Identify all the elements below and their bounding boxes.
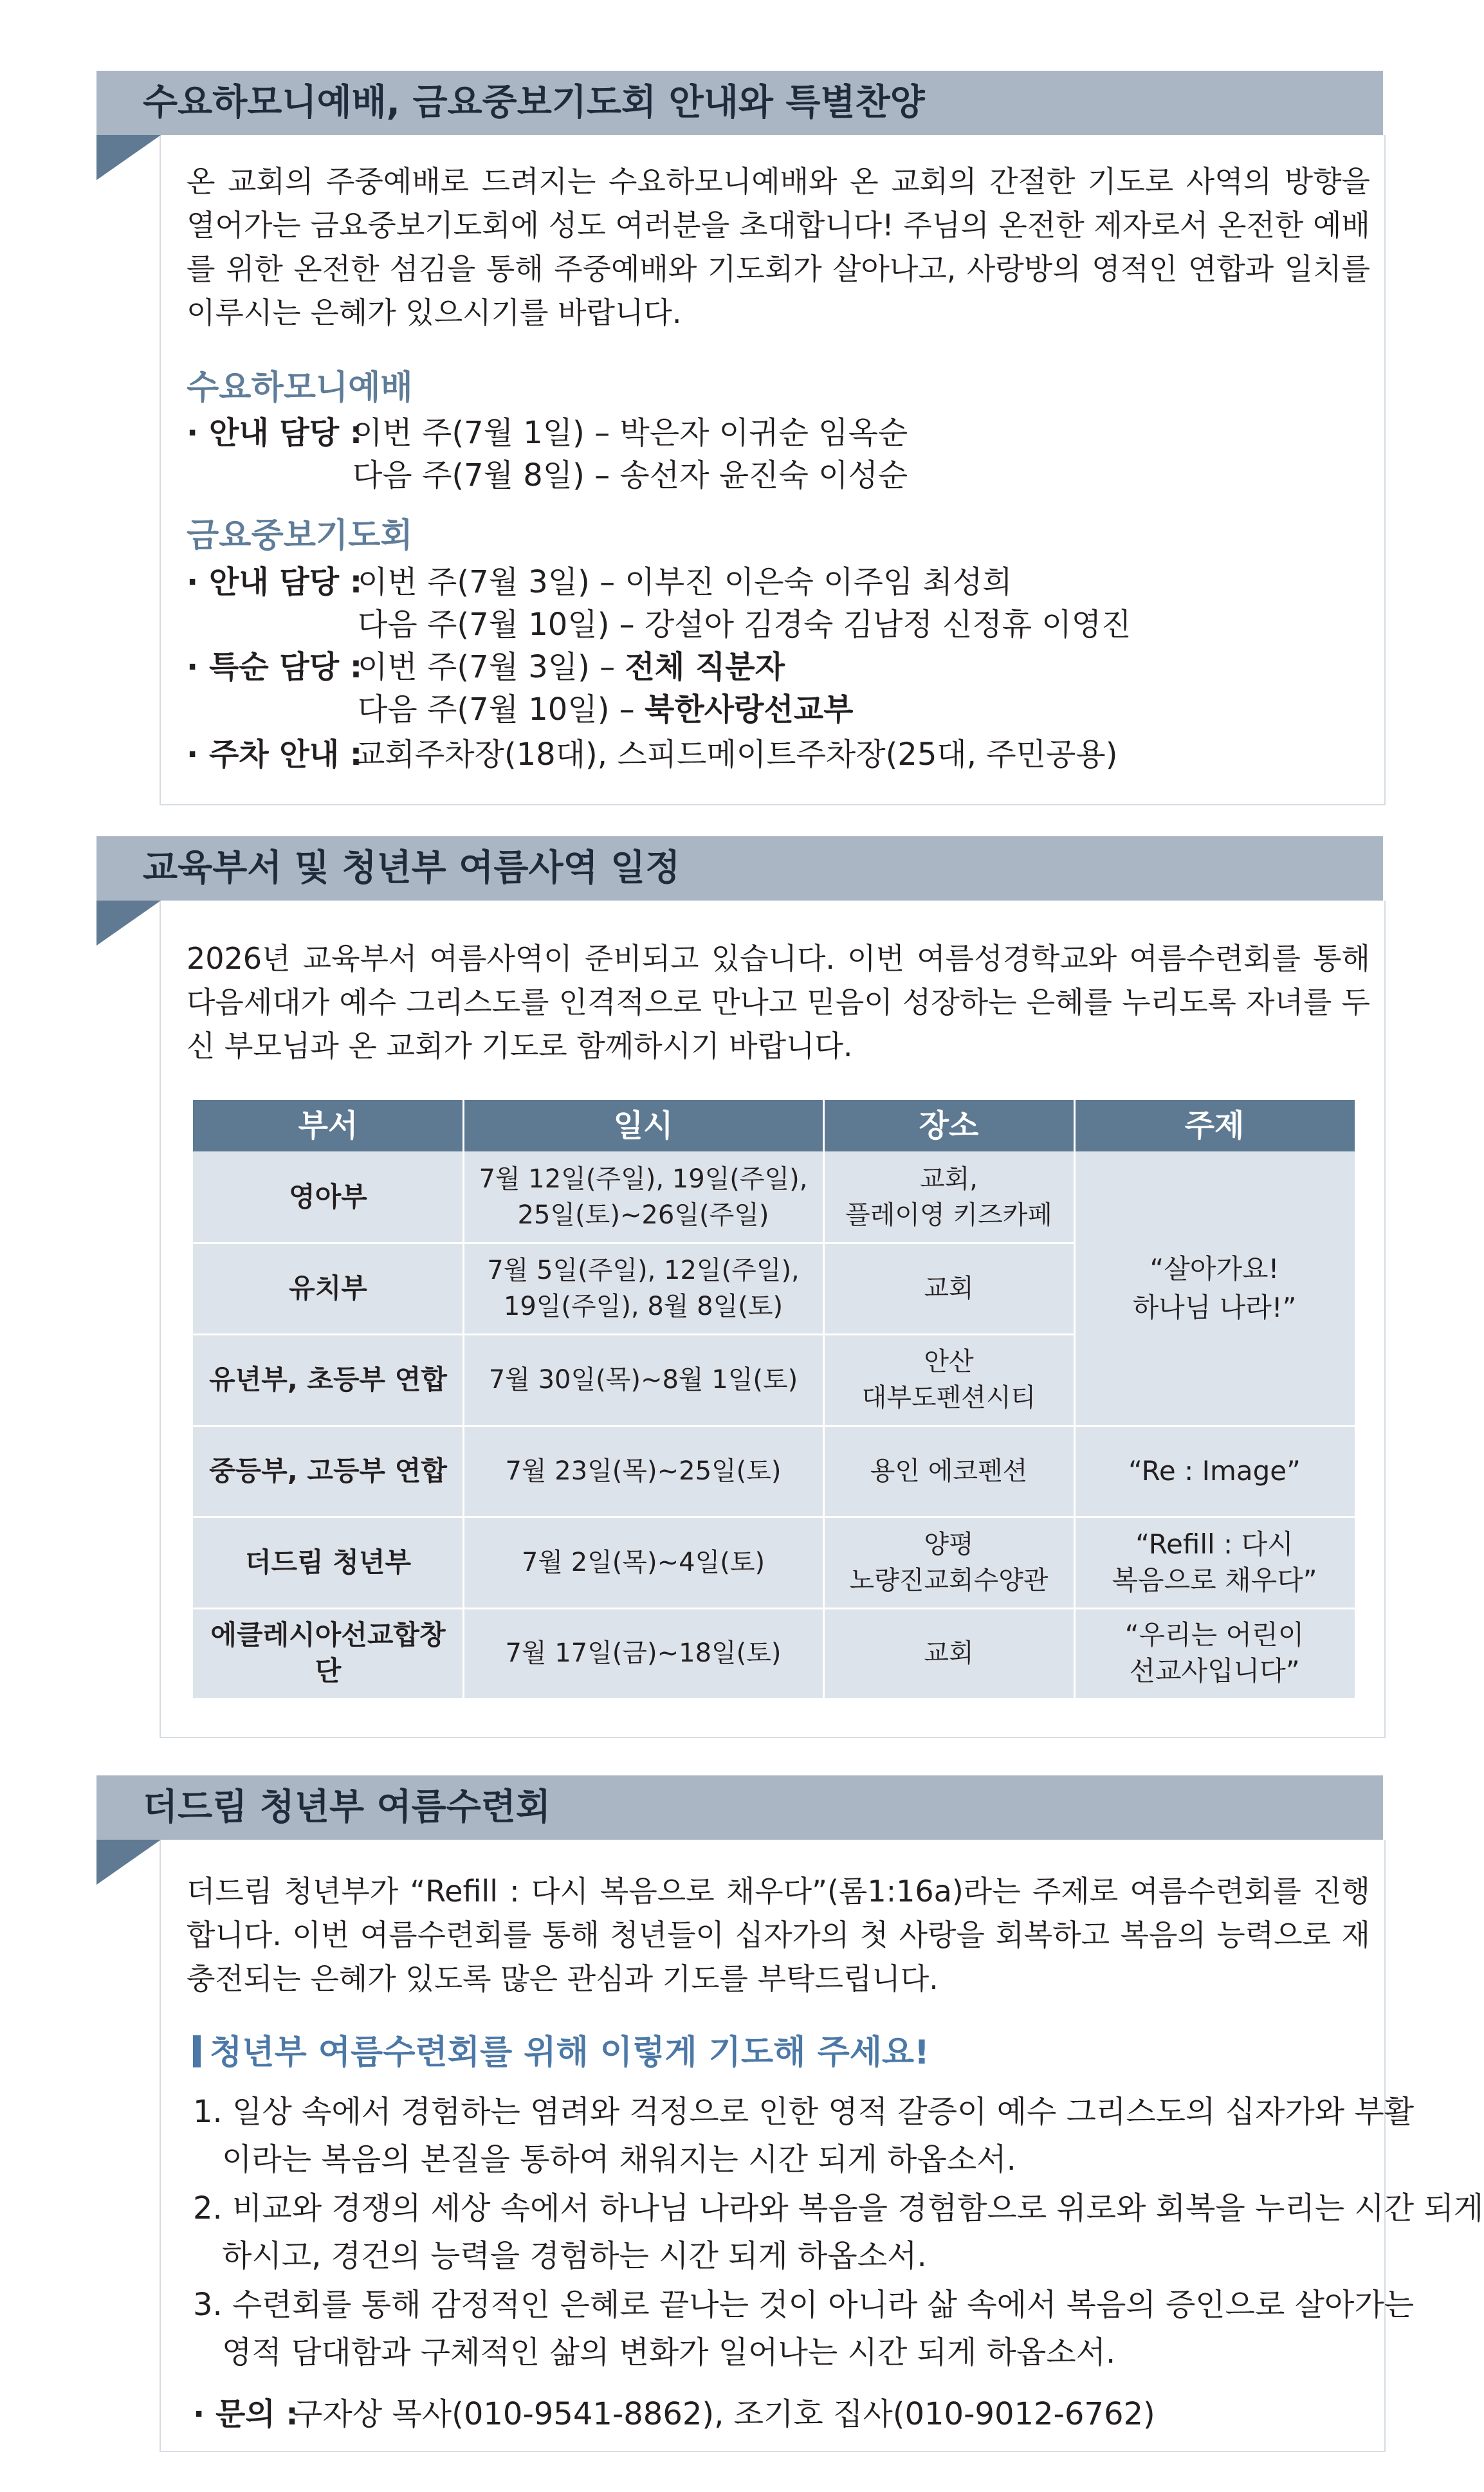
table-row-dept: 에클레시아선교합창단 — [193, 1608, 463, 1698]
section-1-header — [96, 71, 1383, 135]
section-1-fold — [96, 135, 161, 180]
table-row-date: 7월 23일(목)~25일(토) — [463, 1425, 823, 1517]
table-divider — [193, 1608, 1355, 1609]
section-2-intro: 2026년 교육부서 여름사역이 준비되고 있습니다. 이번 여름성경학교와 여름수련회를 통해 다음세대가 예수 그리스도를 인격적으로 만나고 믿음이 성장하는 은혜를 누리도록 자녀를 두신 부모님과 온 교회가 기도로 함께하시기 바랍니다. — [187, 941, 1370, 1063]
section-1-intro: 온 교회의 주중예배로 드려지는 수요하모니예배와 온 교회의 간절한 기도로 사역의 방향을 열어가는 금요중보기도회에 성도 여러분을 초대합니다! 주님의 온전한 제자로서 온전한 예배를 위한 온전한 섬김을 통해 주중예배와 기도회가 살아나고, 사랑방의 영적인 연합과 일치를 이루시는 은혜가 있으시기를 바랍니다. — [187, 164, 1370, 330]
wed-guide-next-week: 다음 주(7월 8일) – 송선자 윤진숙 이성순 — [353, 457, 908, 493]
fri-guide-label: · 안내 담당 : — [187, 564, 363, 600]
prayer-heading: 청년부 여름수련회를 위해 이렇게 기도해 주세요! — [193, 2025, 930, 2073]
table-row-place: 양평 노량진교회수양관 — [823, 1517, 1074, 1608]
table-row-place: 교회 — [823, 1608, 1074, 1698]
col-header-theme: 주제 — [1074, 1100, 1355, 1151]
col-header-date: 일시 — [463, 1100, 823, 1151]
table-row-place: 교회 — [823, 1243, 1074, 1334]
table-row-dept: 영아부 — [193, 1151, 463, 1243]
table-row-theme: “우리는 어린이 선교사입니다” — [1074, 1608, 1355, 1698]
wed-guide-this-week: 이번 주(7월 1일) – 박은자 이귀순 임옥순 — [353, 415, 908, 451]
wed-guide-label: · 안내 담당 : — [187, 415, 363, 451]
table-divider — [193, 1425, 1355, 1427]
wednesday-heading: 수요하모니예배 — [187, 369, 413, 407]
table-row-date: 7월 12일(주일), 19일(주일), 25일(토)~26일(주일) — [463, 1151, 823, 1243]
prayer-item-1: 1. 일상 속에서 경험하는 염려와 걱정으로 인한 영적 갈증이 예수 그리스도의 십자가와 부활 — [193, 2094, 1415, 2130]
table-row-date: 7월 5일(주일), 12일(주일), 19일(주일), 8월 8일(토) — [463, 1243, 823, 1334]
table-row-date: 7월 17일(금)~18일(토) — [463, 1608, 823, 1698]
table-row-place: 안산 대부도펜션시티 — [823, 1334, 1074, 1425]
fri-guide-next-week: 다음 주(7월 10일) – 강설아 김경숙 김남정 신정휴 이영진 — [358, 607, 1131, 643]
table-row-theme: “Re : Image” — [1074, 1425, 1355, 1517]
table-divider — [193, 1242, 1074, 1244]
col-header-place: 장소 — [823, 1100, 1074, 1151]
section-2-header — [96, 836, 1383, 901]
table-row-dept: 더드림 청년부 — [193, 1517, 463, 1608]
parking-label: · 주차 안내 : — [187, 737, 363, 773]
section-2-title: 교육부서 및 청년부 여름사역 일정 — [143, 847, 681, 889]
table-row-dept: 유년부, 초등부 연합 — [193, 1334, 463, 1425]
merged-theme-cell: “살아가요! 하나님 나라!” — [1074, 1151, 1355, 1425]
table-row-dept: 중등부, 고등부 연합 — [193, 1425, 463, 1517]
table-row-date: 7월 30일(목)~8월 1일(토) — [463, 1334, 823, 1425]
fri-guide-this-week: 이번 주(7월 3일) – 이부진 이은숙 이주임 최성희 — [358, 564, 1012, 600]
section-1-title: 수요하모니예배, 금요중보기도회 안내와 특별찬양 — [143, 82, 925, 124]
parking-info: 교회주차장(18대), 스피드메이트주차장(25대, 주민공용) — [355, 737, 1118, 773]
table-row-dept: 유치부 — [193, 1243, 463, 1334]
prayer-item-3: 3. 수련회를 통해 감정적인 은혜로 끝나는 것이 아니라 삶 속에서 복음의 증인으로 살아가는 — [193, 2287, 1415, 2323]
table-row-date: 7월 2일(목)~4일(토) — [463, 1517, 823, 1608]
table-divider — [193, 1516, 1355, 1518]
prayer-item-2-cont: 하시고, 경건의 능력을 경험하는 시간 되게 하옵소서. — [222, 2238, 927, 2274]
prayer-item-1-cont: 이라는 복음의 본질을 통하여 채워지는 시간 되게 하옵소서. — [222, 2141, 1016, 2177]
col-header-dept: 부서 — [193, 1100, 463, 1151]
section-3-header — [96, 1775, 1383, 1840]
fri-music-next-week: 다음 주(7월 10일) – 북한사랑선교부 — [358, 692, 854, 728]
contact-info: 구자상 목사(010-9541-8862), 조기호 집사(010-9012-6762) — [293, 2396, 1155, 2432]
section-3-fold — [96, 1840, 161, 1885]
schedule-table — [193, 1100, 1355, 1698]
prayer-item-2: 2. 비교와 경쟁의 세상 속에서 하나님 나라와 복음을 경험함으로 위로와 회복을 누리는 시간 되게 — [193, 2190, 1484, 2226]
table-divider — [193, 1333, 1074, 1335]
table-row-theme: “Refill : 다시 복음으로 채우다” — [1074, 1517, 1355, 1608]
table-row-place: 교회, 플레이영 키즈카페 — [823, 1151, 1074, 1243]
section-3-title: 더드림 청년부 여름수련회 — [143, 1786, 551, 1828]
fri-music-label: · 특순 담당 : — [187, 649, 363, 685]
heading-bar-icon — [193, 2035, 201, 2067]
contact-label: · 문의 : — [193, 2396, 298, 2432]
prayer-item-3-cont: 영적 담대함과 구체적인 삶의 변화가 일어나는 시간 되게 하옵소서. — [222, 2334, 1116, 2370]
section-3-intro: 더드림 청년부가 “Refill : 다시 복음으로 채우다”(롬1:16a)라는 주제로 여름수련회를 진행합니다. 이번 여름수련회를 통해 청년들이 십자가의 첫 사랑을 회복하고 복음의 능력으로 재충전되는 은혜가 있도록 많은 관심과 기도를 부탁드립니다. — [187, 1874, 1370, 1996]
friday-heading: 금요중보기도회 — [187, 517, 413, 555]
table-row-place: 용인 에코펜션 — [823, 1425, 1074, 1517]
section-2-fold — [96, 901, 161, 946]
fri-music-this-week: 이번 주(7월 3일) – 전체 직분자 — [358, 649, 785, 685]
